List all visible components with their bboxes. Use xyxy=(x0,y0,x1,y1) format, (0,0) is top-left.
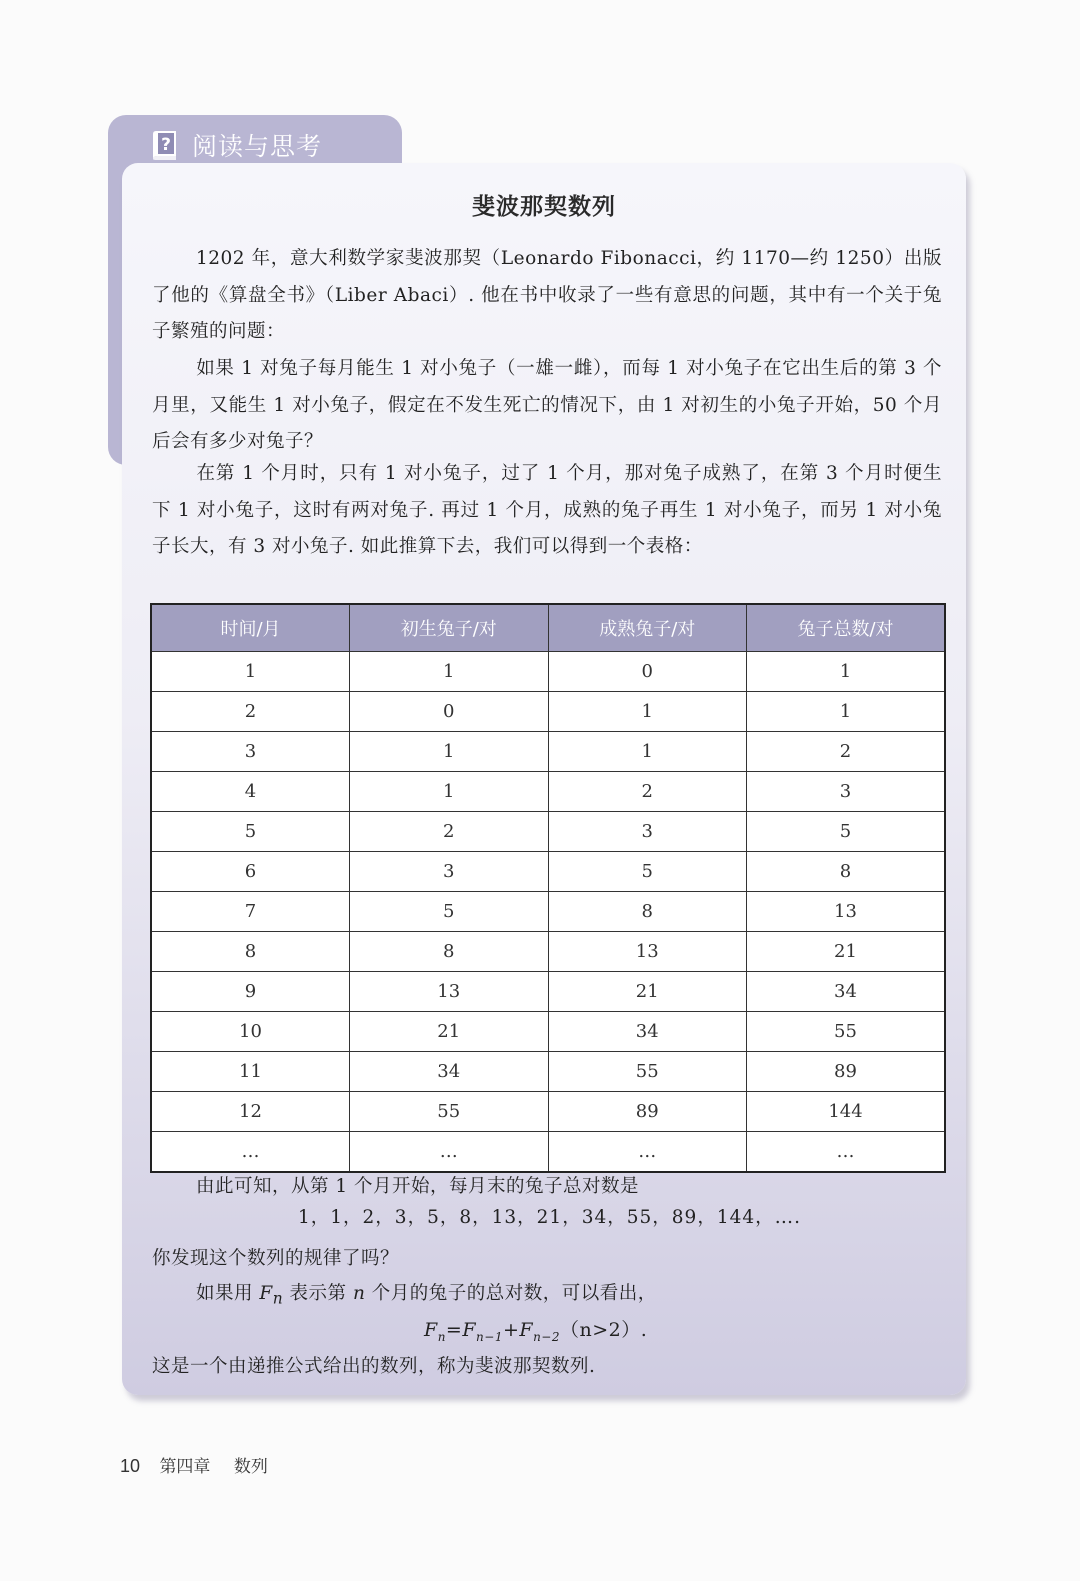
table-cell: 11 xyxy=(151,1052,350,1092)
notation-line: 如果用 $F_n$ 表示第 n 个月的兔子的总对数，可以看出， xyxy=(196,1283,657,1308)
table-cell: 1 xyxy=(350,732,549,772)
table-cell: 3 xyxy=(151,732,350,772)
table-row xyxy=(151,1132,945,1173)
table-cell: 3 xyxy=(747,772,946,812)
table-cell: 89 xyxy=(747,1052,946,1092)
table-cell: 10 xyxy=(151,1012,350,1052)
table-cell: 1 xyxy=(350,772,549,812)
table-cell: 12 xyxy=(151,1092,350,1132)
table-cell: 13 xyxy=(747,892,946,932)
book-question-icon xyxy=(150,129,180,161)
problem-paragraph: 如果 1 对兔子每月能生 1 对小兔子（一雄一雌），而每 1 对小兔子在它出生后的第 3 个月里，又能生 1 对小兔子，假定在不发生死亡的情况下，由 1 对初生的小兔子开始，50 个月后会有多少对兔子？ xyxy=(152,358,942,453)
table-cell: 34 xyxy=(747,972,946,1012)
table-cell: 5 xyxy=(350,892,549,932)
table-cell: 144 xyxy=(747,1092,946,1132)
table-cell: 2 xyxy=(747,732,946,772)
table-header-cell: 兔子总数/对 xyxy=(747,604,946,652)
fibonacci-sequence: 1，1，2，3，5，8，13，21，34，55，89，144，…. xyxy=(298,1207,802,1228)
table-cell: 2 xyxy=(151,692,350,732)
table-cell: 55 xyxy=(548,1052,747,1092)
conclusion-intro: 由此可知，从第 1 个月开始，每月末的兔子总对数是 xyxy=(196,1176,640,1197)
table-header-cell: 成熟兔子/对 xyxy=(548,604,747,652)
table-cell: 4 xyxy=(151,772,350,812)
article-title: 斐波那契数列 xyxy=(472,194,616,220)
table-row xyxy=(151,892,945,932)
table-cell: 8 xyxy=(548,892,747,932)
intro-paragraph: 1202 年，意大利数学家斐波那契（Leonardo Fibonacci，约 1170—约 1250）出版了他的《算盘全书》（Liber Abaci）. 他在书中收录了一些有意思的问题，其中有一个关于兔子繁殖的问题： xyxy=(152,248,942,343)
table-cell: … xyxy=(350,1132,549,1173)
table-cell: … xyxy=(548,1132,747,1173)
section-header-title: 阅读与思考 xyxy=(192,132,323,161)
table-cell: 2 xyxy=(548,772,747,812)
table-row xyxy=(151,1012,945,1052)
table-header-cell: 时间/月 xyxy=(151,604,350,652)
table-cell: 55 xyxy=(350,1092,549,1132)
table-cell: 1 xyxy=(548,732,747,772)
table-cell: 0 xyxy=(548,652,747,692)
table-cell: 3 xyxy=(350,852,549,892)
table-cell: 55 xyxy=(747,1012,946,1052)
table-row xyxy=(151,1092,945,1132)
table-cell: 1 xyxy=(747,652,946,692)
table-row xyxy=(151,772,945,812)
table-cell: 3 xyxy=(548,812,747,852)
table-cell: 5 xyxy=(548,852,747,892)
table-cell: 7 xyxy=(151,892,350,932)
table-cell: 6 xyxy=(151,852,350,892)
table-cell: 2 xyxy=(350,812,549,852)
table-row xyxy=(151,732,945,772)
table-row xyxy=(151,652,945,692)
svg-text:?: ? xyxy=(161,135,171,155)
section-header xyxy=(150,125,322,165)
table-cell: … xyxy=(747,1132,946,1173)
table-cell: 13 xyxy=(350,972,549,1012)
table-cell: 1 xyxy=(747,692,946,732)
table-cell: 89 xyxy=(548,1092,747,1132)
question-line: 你发现这个数列的规律了吗？ xyxy=(152,1248,400,1269)
page-number: 10 xyxy=(120,1456,141,1476)
section-label: 数列 xyxy=(233,1457,268,1477)
table-row xyxy=(151,972,945,1012)
table-row xyxy=(151,812,945,852)
table-row xyxy=(151,692,945,732)
table-cell: 5 xyxy=(151,812,350,852)
reading-card xyxy=(122,163,966,1395)
table-cell: 9 xyxy=(151,972,350,1012)
table-cell: 1 xyxy=(151,652,350,692)
table-cell: 34 xyxy=(548,1012,747,1052)
table-cell: 21 xyxy=(548,972,747,1012)
table-cell: 8 xyxy=(350,932,549,972)
chapter-label: 第四章 xyxy=(159,1457,211,1477)
page-footer xyxy=(120,1452,268,1477)
table-cell: 1 xyxy=(548,692,747,732)
table-row xyxy=(151,1052,945,1092)
table-cell: 13 xyxy=(548,932,747,972)
recurrence-formula: $F_n=F_{n-1}+F_{n-2}(n>2)$. xyxy=(424,1319,648,1344)
explanation-paragraph: 在第 1 个月时，只有 1 对小兔子，过了 1 个月，那对兔子成熟了，在第 3 个月时便生下 1 对小兔子，这时有两对兔子. 再过 1 个月，成熟的兔子再生 1 对小兔子，而另 1 对小兔子长大，有 3 对小兔子. 如此推算下去，我们可以得到一个表格： xyxy=(152,463,942,558)
table-header-row xyxy=(151,604,945,652)
table-row xyxy=(151,852,945,892)
table-cell: 8 xyxy=(151,932,350,972)
table-cell: 21 xyxy=(350,1012,549,1052)
table-cell: 5 xyxy=(747,812,946,852)
table-row xyxy=(151,932,945,972)
table-header-cell: 初生兔子/对 xyxy=(350,604,549,652)
table-cell: 1 xyxy=(350,652,549,692)
rabbit-table xyxy=(150,603,946,1173)
table-cell: 21 xyxy=(747,932,946,972)
table-cell: 0 xyxy=(350,692,549,732)
table-cell: 34 xyxy=(350,1052,549,1092)
table-cell: 8 xyxy=(747,852,946,892)
table-cell: … xyxy=(151,1132,350,1173)
closing-line: 这是一个由递推公式给出的数列，称为斐波那契数列. xyxy=(152,1356,596,1377)
